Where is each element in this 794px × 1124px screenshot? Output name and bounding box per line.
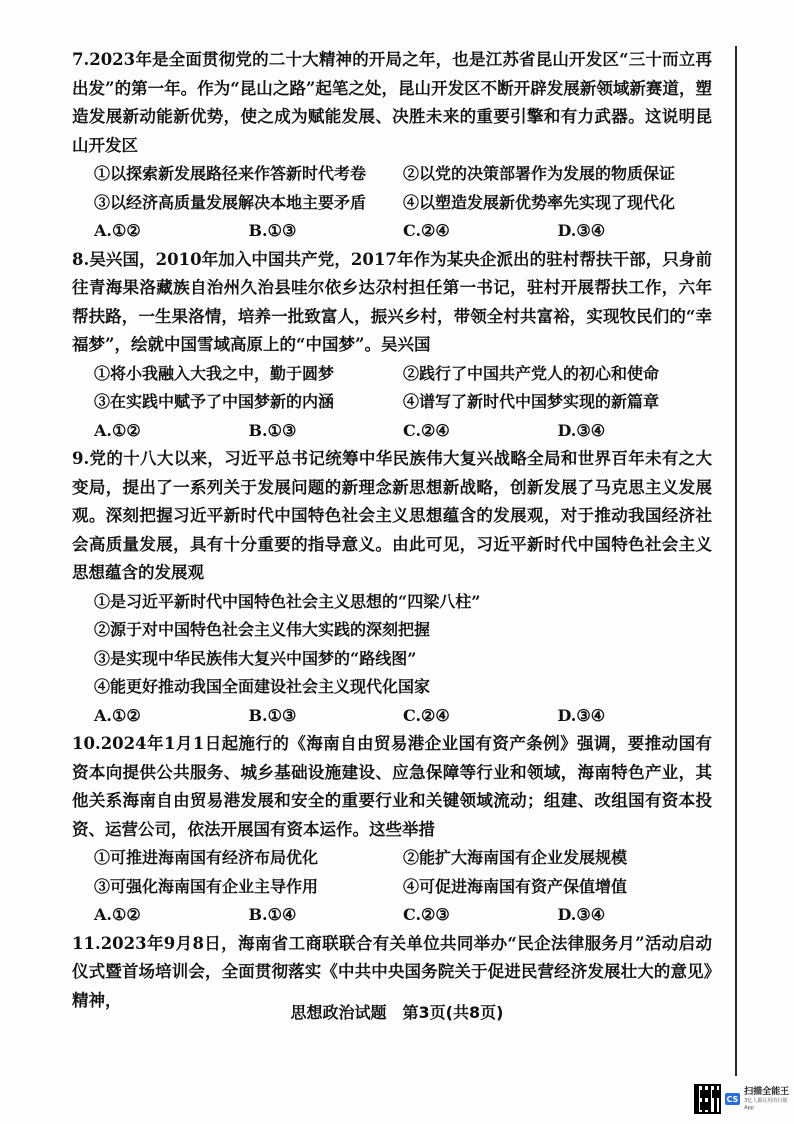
- question-8-answer-d: D.③④: [557, 420, 606, 440]
- question-9-option-4: ④能更好推动我国全面建设社会主义现代化国家: [94, 677, 431, 696]
- question-8-option-4: ④谱写了新时代中国梦实现的新篇章: [403, 392, 660, 411]
- scanner-text: [744, 1087, 790, 1112]
- question-10-options-row-2: [72, 873, 712, 902]
- page-footer: 思想政治试题 第3页(共8页): [290, 1003, 504, 1022]
- question-10-option-2: ②能扩大海南国有企业发展规模: [403, 848, 628, 867]
- question-8-option-1: ①将小我融入大我之中，勤于圆梦: [94, 363, 335, 383]
- question-8-answer-b: B.①③: [248, 420, 297, 440]
- question-7: [72, 46, 712, 246]
- question-7-stem: 7.2023年是全面贯彻党的二十大精神的开局之年，也是江苏省昆山开发区“三十而立再出发”的第一年。作为“昆山之路”起笔之处，昆山开发区不断开辟发展新领域新赛道，塑造发展新动能新优势，使之成为赋能发展、决胜未来的重要引擎和有力武器。这说明昆山开发区: [72, 50, 712, 155]
- question-7-option-1: ①以探索新发展路径来作答新时代考卷: [94, 164, 367, 183]
- scanner-app-name: 扫描全能王: [744, 1086, 790, 1097]
- question-9: [72, 445, 712, 730]
- question-10: [72, 730, 712, 930]
- margin-rule: [735, 46, 737, 1076]
- question-7-answer-a: A.①②: [94, 221, 141, 240]
- question-8: [72, 246, 712, 446]
- question-10-answer-c: C.②③: [403, 905, 450, 924]
- question-8-options-row-1: [72, 360, 712, 389]
- question-10-answer-b: B.①④: [248, 905, 297, 924]
- question-7-option-3: ③以经济高质量发展解决本地主要矛盾: [94, 192, 367, 212]
- question-10-stem: 10.2024年1月1日起施行的《海南自由贸易港企业国有资产条例》强调，要推动国有资本向提供公共服务、城乡基础设施建设、应急保障等行业和领域，海南特色产业，其他关系海南自由贸易港发展和安全的重要行业和关键领域流动；组建、改组国有资本投资、运营公司，依法开展国有资本运作。这些举措: [72, 734, 712, 839]
- question-10-option-4: ④可促进海南国有资产保值增值: [403, 876, 628, 896]
- question-8-options-row-2: [72, 388, 712, 417]
- question-10-option-3: ③可强化海南国有企业主导作用: [94, 876, 319, 896]
- question-7-option-4: ④以塑造发展新优势率先实现了现代化: [403, 192, 676, 212]
- question-10-answer-d: D.③④: [557, 905, 606, 924]
- question-10-answer-a: A.①②: [94, 905, 141, 924]
- question-7-answer-c: C.②④: [403, 221, 450, 240]
- question-7-options-row-2: [72, 189, 712, 218]
- question-9-option-2: ②源于对中国特色社会主义伟大实践的深刻把握: [94, 620, 431, 639]
- question-9-answers: [72, 702, 712, 731]
- question-8-option-3: ③在实践中赋予了中国梦新的内涵: [94, 392, 335, 411]
- question-9-answer-d: D.③④: [557, 705, 606, 725]
- question-9-answer-a: A.①②: [94, 705, 141, 725]
- question-8-answer-a: A.①②: [94, 420, 141, 440]
- question-7-option-2: ②以党的决策部署作为发展的物质保证: [403, 164, 676, 183]
- question-10-option-1: ①可推进海南国有经济布局优化: [94, 848, 319, 867]
- question-10-answers: [72, 901, 712, 930]
- question-9-option-3: ③是实现中华民族伟大复兴中国梦的“路线图”: [94, 648, 417, 668]
- question-8-answer-c: C.②④: [403, 420, 450, 440]
- question-10-options-row-1: [72, 844, 712, 873]
- question-9-stem: 9.党的十八大以来，习近平总书记统筹中华民族伟大复兴战略全局和世界百年未有之大变局，提出了一系列关于发展问题的新理念新思想新战略，创新发展了马克思主义发展观。深刻把握习近平新时代中国特色社会主义思想蕴含的发展观，对于推动我国经济社会高质量发展，具有十分重要的指导意义。由此可见，习近平新时代中国特色社会主义思想蕴含的发展观: [72, 449, 712, 582]
- scanner-tagline: 3亿人都在用的扫描App: [744, 1097, 788, 1111]
- question-9-answer-c: C.②④: [403, 705, 450, 725]
- scanner-watermark: [694, 1082, 790, 1116]
- question-7-answer-d: D.③④: [557, 221, 606, 240]
- question-7-options-row-1: [72, 160, 712, 189]
- question-7-answers: [72, 217, 712, 246]
- question-9-answer-b: B.①③: [248, 705, 297, 725]
- questions-area: [72, 46, 712, 1015]
- question-8-answers: [72, 417, 712, 446]
- camscanner-logo-icon: CS: [726, 1094, 739, 1104]
- question-8-stem: 8.吴兴国，2010年加入中国共产党，2017年作为某央企派出的驻村帮扶干部，只身前往青海果洛藏族自治州久治县哇尔依乡达尕村担任第一书记，驻村开展帮扶工作，六年帮扶路，一生果洛情，培养一批致富人，振兴乡村，带领全村共富裕，实现牧民们的“幸福梦”，绘就中国雪域高原上的“中国梦”。吴兴国: [72, 249, 712, 354]
- question-8-option-2: ②践行了中国共产党人的初心和使命: [403, 363, 660, 383]
- question-7-answer-b: B.①③: [248, 221, 297, 240]
- question-9-option-1: ①是习近平新时代中国特色社会主义思想的“四梁八柱”: [94, 591, 481, 611]
- question-11-stem: 11.2023年9月8日，海南省工商联联合有关单位共同举办“民企法律服务月”活动启动仪式暨首场培训会，全面贯彻落实《中共中央国务院关于促进民营经济发展壮大的意见》精神，: [72, 933, 712, 1010]
- qr-code-icon: [694, 1084, 721, 1114]
